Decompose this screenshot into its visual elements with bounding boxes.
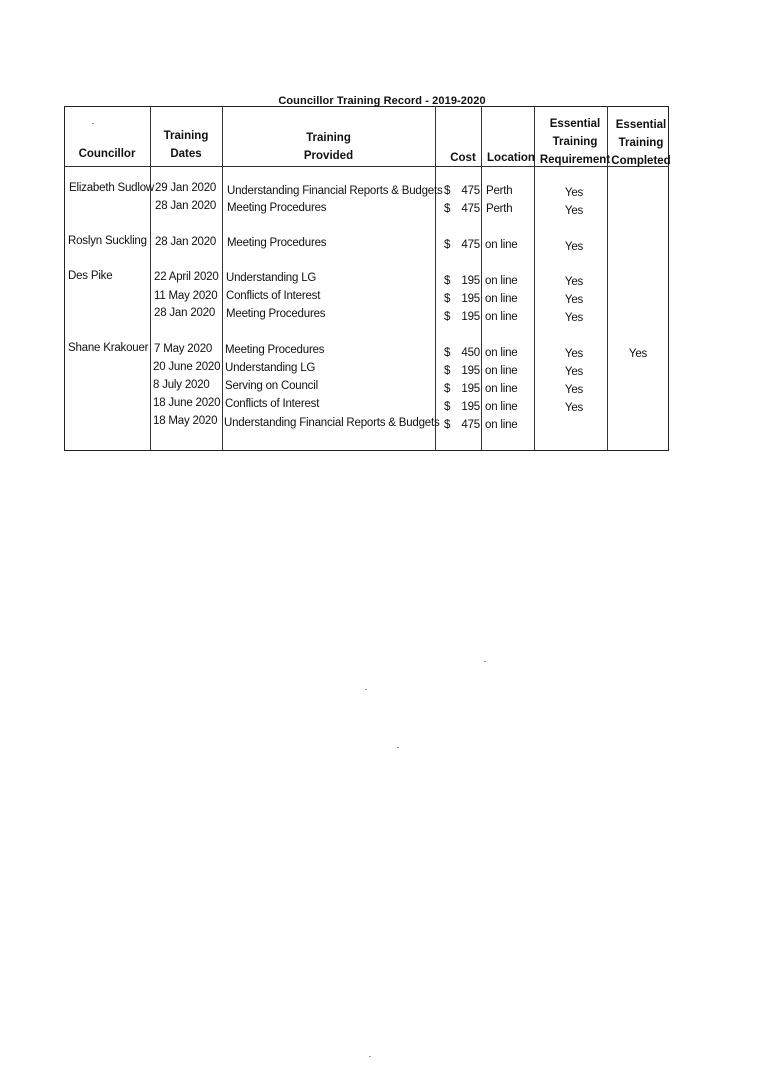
location-value: on line — [485, 275, 518, 287]
training-date: 7 May 2020 — [154, 343, 213, 355]
header-dates-line1: Training — [163, 130, 209, 142]
location-value: on line — [485, 365, 518, 377]
training-date: 28 Jan 2020 — [155, 236, 217, 248]
cost-value: 475 — [461, 419, 480, 431]
header-provided-line2: Provided — [303, 150, 354, 162]
header-cost: Cost — [450, 152, 476, 164]
cost-value: 195 — [461, 275, 480, 287]
scan-speck — [365, 689, 367, 690]
cost-value: 475 — [461, 203, 480, 215]
requirement-value: Yes — [564, 187, 584, 199]
training-date: 18 June 2020 — [153, 397, 221, 409]
currency-symbol: $ — [444, 401, 451, 413]
location-value: on line — [485, 347, 518, 359]
currency-symbol: $ — [444, 293, 451, 305]
header-completed-line3: Completed — [611, 155, 671, 167]
councillor-name: Roslyn Suckling — [68, 235, 147, 247]
currency-symbol: $ — [444, 347, 451, 359]
requirement-value: Yes — [564, 276, 584, 288]
header-requirement-line1: Essential — [549, 118, 601, 130]
header-completed-line2: Training — [618, 137, 664, 149]
currency-symbol: $ — [444, 239, 451, 251]
councillor-name: Des Pike — [68, 270, 113, 282]
requirement-value: Yes — [564, 294, 584, 306]
councillor-name: Elizabeth Sudlow — [69, 182, 155, 194]
training-provided: Serving on Council — [225, 380, 318, 392]
training-provided: Understanding Financial Reports & Budgets — [224, 417, 440, 429]
location-value: on line — [485, 239, 518, 251]
requirement-value: Yes — [564, 241, 584, 253]
currency-symbol: $ — [444, 203, 451, 215]
scan-speck — [369, 1056, 371, 1057]
document-title: Councillor Training Record - 2019-2020 — [278, 95, 486, 107]
cost-value: 450 — [461, 347, 480, 359]
training-date: 28 Jan 2020 — [154, 307, 216, 319]
header-dates-line2: Dates — [170, 148, 202, 160]
scan-speck — [92, 123, 94, 124]
training-date: 11 May 2020 — [154, 290, 218, 302]
currency-symbol: $ — [444, 419, 451, 431]
training-date: 28 Jan 2020 — [155, 200, 217, 212]
header-councillor: Councillor — [78, 148, 136, 160]
training-provided: Meeting Procedures — [226, 308, 326, 320]
cost-value: 195 — [461, 365, 480, 377]
cost-value: 195 — [461, 293, 480, 305]
location-value: on line — [485, 401, 518, 413]
currency-symbol: $ — [444, 365, 451, 377]
location-value: on line — [485, 383, 518, 395]
training-date: 18 May 2020 — [153, 415, 218, 427]
currency-symbol: $ — [444, 185, 451, 197]
councillor-name: Shane Krakouer — [68, 342, 149, 354]
currency-symbol: $ — [444, 275, 451, 287]
training-provided: Meeting Procedures — [227, 202, 327, 214]
cost-value: 475 — [461, 185, 480, 197]
location-value: Perth — [486, 185, 513, 197]
training-provided: Meeting Procedures — [227, 237, 327, 249]
requirement-value: Yes — [564, 366, 584, 378]
training-provided: Understanding LG — [226, 272, 317, 284]
currency-symbol: $ — [444, 311, 451, 323]
requirement-value: Yes — [564, 402, 584, 414]
location-value: on line — [485, 293, 518, 305]
header-completed-line1: Essential — [615, 119, 667, 131]
header-requirement-line3: Requirement — [539, 154, 611, 166]
header-provided-line1: Training — [306, 132, 351, 144]
cost-value: 195 — [461, 383, 480, 395]
scan-speck — [484, 661, 486, 662]
header-requirement-line2: Training — [552, 136, 598, 148]
training-date: 20 June 2020 — [153, 361, 221, 373]
training-provided: Understanding Financial Reports & Budgets — [227, 185, 443, 197]
training-provided: Conflicts of Interest — [226, 290, 321, 302]
header-location: Location — [487, 152, 535, 164]
training-date: 29 Jan 2020 — [155, 182, 217, 194]
requirement-value: Yes — [564, 384, 584, 396]
training-provided: Meeting Procedures — [225, 344, 325, 356]
training-date: 22 April 2020 — [154, 271, 219, 283]
requirement-value: Yes — [564, 312, 584, 324]
scan-speck — [397, 747, 399, 748]
requirement-value: Yes — [564, 205, 584, 217]
requirement-value: Yes — [564, 348, 584, 360]
training-provided: Conflicts of Interest — [225, 398, 320, 410]
currency-symbol: $ — [444, 383, 451, 395]
training-date: 8 July 2020 — [153, 379, 210, 391]
cost-value: 475 — [461, 239, 480, 251]
location-value: Perth — [486, 203, 513, 215]
location-value: on line — [485, 419, 518, 431]
cost-value: 195 — [461, 401, 480, 413]
training-provided: Understanding LG — [225, 362, 316, 374]
cost-value: 195 — [461, 311, 480, 323]
completed-value: Yes — [628, 348, 648, 360]
location-value: on line — [485, 311, 518, 323]
